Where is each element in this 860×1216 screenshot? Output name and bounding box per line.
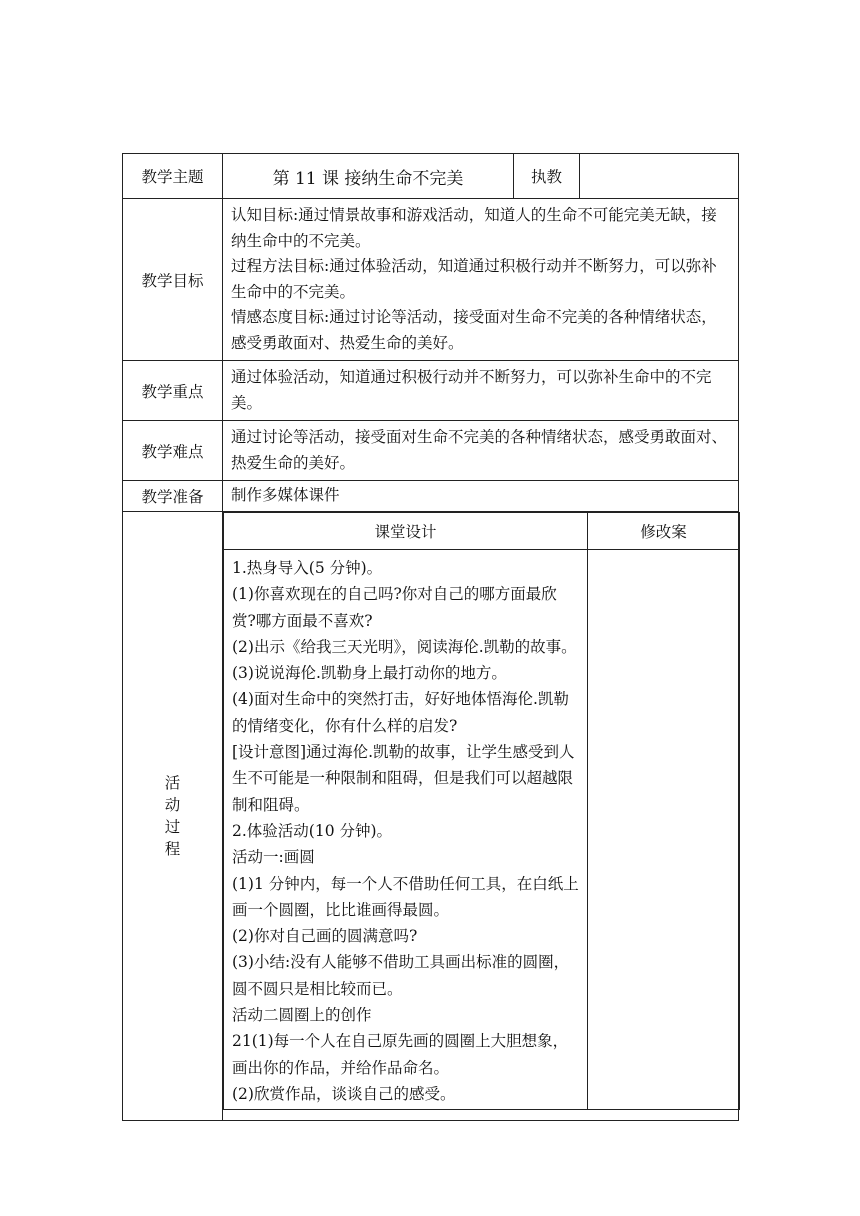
design-line: (3)说说海伦.凯勒身上最打动你的地方。 [232,664,507,683]
design-line: 21(1)每一个人在自己原先画的圆圈上大胆想象，画出你的作品，并给作品命名。 [232,1032,569,1077]
difficulty-label: 教学难点 [123,421,223,481]
prep-value: 制作多媒体课件 [223,481,739,512]
design-line: (1)你喜欢现在的自己吗?你对自己的哪方面最欣赏?哪方面最不喜欢? [232,585,557,630]
design-header: 课堂设计 [224,513,588,550]
process-label-char: 活 [164,774,181,792]
design-line: (4)面对生命中的突然打击，好好地体悟海伦.凯勒的情绪变化，你有什么样的启发? [232,690,569,735]
teacher-label: 执教 [514,154,580,199]
objective-emotion: 情感态度目标:通过讨论等活动，接受面对生命不完美的各种情绪状态，感受勇敢面对、热爱生命的美好。 [231,308,717,352]
design-line: 2.体验活动(10 分钟)。 [232,821,393,840]
objective-cognitive: 认知目标:通过情景故事和游戏活动，知道人的生命不可能完美无缺，接纳生命中的不完美。 [231,206,717,250]
design-line: (2)出示《给我三天光明》，阅读海伦.凯勒的故事。 [232,637,577,656]
process-inner-table [223,512,740,1110]
design-line: (1)1 分钟内，每一个人不借助任何工具，在白纸上画一个圆圈，比比谁画得最圆。 [232,874,579,919]
process-label-char: 动 [164,796,181,814]
key-point-label: 教学重点 [123,361,223,421]
objective-process: 过程方法目标:通过体验活动，知道通过积极行动并不断努力，可以弥补生命中的不完美。 [231,257,717,301]
design-line: 活动一:画圆 [232,848,315,867]
revision-header: 修改案 [588,513,740,550]
revision-content [588,550,740,1110]
design-line: 活动二圆圈上的创作 [232,1006,372,1025]
teacher-value [580,154,739,199]
objectives-cell [223,199,739,361]
prep-label: 教学准备 [123,481,223,512]
process-label-char: 程 [164,840,181,858]
topic-label: 教学主题 [123,154,223,199]
process-label [123,512,223,1121]
process-cell [223,512,739,1121]
design-line: [设计意图]通过海伦.凯勒的故事，让学生感受到人生不可能是一种限制和阻碍，但是我们可以超越限制和阻碍。 [232,743,575,814]
process-label-char: 过 [164,818,181,836]
objectives-label: 教学目标 [123,199,223,361]
difficulty-value: 通过讨论等活动，接受面对生命不完美的各种情绪状态，感受勇敢面对、热爱生命的美好。 [223,421,739,481]
lesson-plan-table [122,153,739,1121]
topic-value: 第 11 课 接纳生命不完美 [223,154,514,199]
key-point-value: 通过体验活动，知道通过积极行动并不断努力，可以弥补生命中的不完美。 [223,361,739,421]
design-line: (2)你对自己画的圆满意吗? [232,927,418,946]
design-line: 1.热身导入(5 分钟)。 [232,559,383,577]
design-line: (2)欣赏作品，谈谈自己的感受。 [232,1084,456,1103]
design-line: (3)小结:没有人能够不借助工具画出标准的圆圈，圆不圆只是相比较而已。 [232,953,570,998]
design-content [224,550,588,1110]
